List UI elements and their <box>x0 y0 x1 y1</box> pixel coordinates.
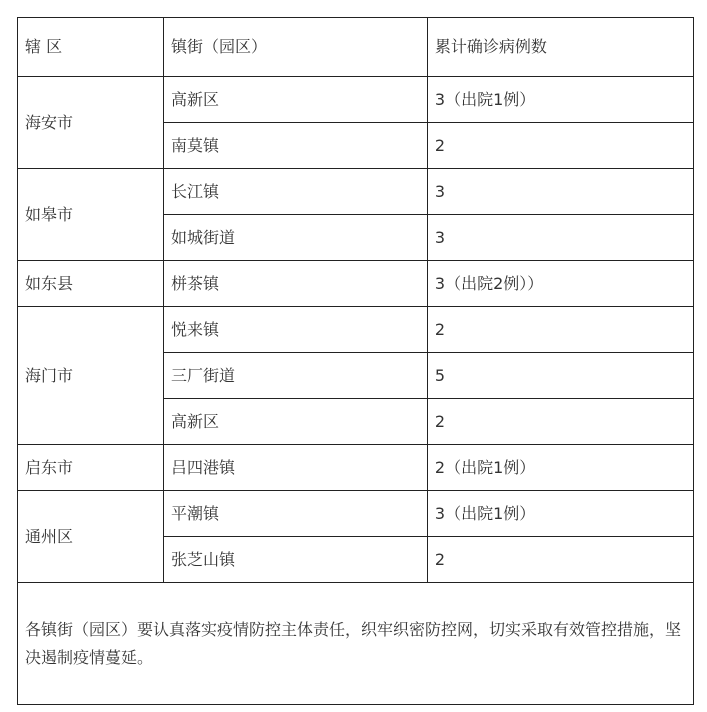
town-cell: 平潮镇 <box>163 491 427 537</box>
cases-cell: 2（出院1例） <box>427 445 693 491</box>
cases-cell: 2 <box>427 399 693 445</box>
case-table <box>17 17 694 705</box>
table-header-row <box>18 18 694 77</box>
town-cell: 高新区 <box>163 77 427 123</box>
header-town: 镇街（园区） <box>163 18 427 77</box>
table-row <box>18 445 694 491</box>
district-cell: 如皋市 <box>18 169 164 261</box>
town-cell: 长江镇 <box>163 169 427 215</box>
cases-cell: 3（出院1例） <box>427 491 693 537</box>
cases-cell: 2 <box>427 123 693 169</box>
town-cell: 吕四港镇 <box>163 445 427 491</box>
cases-cell: 3（出院2例）） <box>427 261 693 307</box>
cases-cell: 3 <box>427 215 693 261</box>
header-district: 辖 区 <box>18 18 164 77</box>
table-row <box>18 77 694 123</box>
district-cell: 通州区 <box>18 491 164 583</box>
cases-cell: 5 <box>427 353 693 399</box>
note-text: 各镇街（园区）要认真落实疫情防控主体责任，织牢织密防控网，切实采取有效管控措施，坚决遏制疫情蔓延。 <box>18 583 694 705</box>
town-cell: 悦来镇 <box>163 307 427 353</box>
table-row <box>18 169 694 215</box>
cases-cell: 2 <box>427 537 693 583</box>
cases-cell: 3（出院1例） <box>427 77 693 123</box>
header-cases: 累计确诊病例数 <box>427 18 693 77</box>
district-cell: 如东县 <box>18 261 164 307</box>
table-row <box>18 307 694 353</box>
district-cell: 海安市 <box>18 77 164 169</box>
table-row <box>18 491 694 537</box>
table-row <box>18 261 694 307</box>
note-row <box>18 583 694 705</box>
district-cell: 海门市 <box>18 307 164 445</box>
town-cell: 南莫镇 <box>163 123 427 169</box>
cases-cell: 2 <box>427 307 693 353</box>
town-cell: 如城街道 <box>163 215 427 261</box>
town-cell: 三厂街道 <box>163 353 427 399</box>
district-cell: 启东市 <box>18 445 164 491</box>
town-cell: 高新区 <box>163 399 427 445</box>
town-cell: 张芝山镇 <box>163 537 427 583</box>
cases-cell: 3 <box>427 169 693 215</box>
town-cell: 栟茶镇 <box>163 261 427 307</box>
